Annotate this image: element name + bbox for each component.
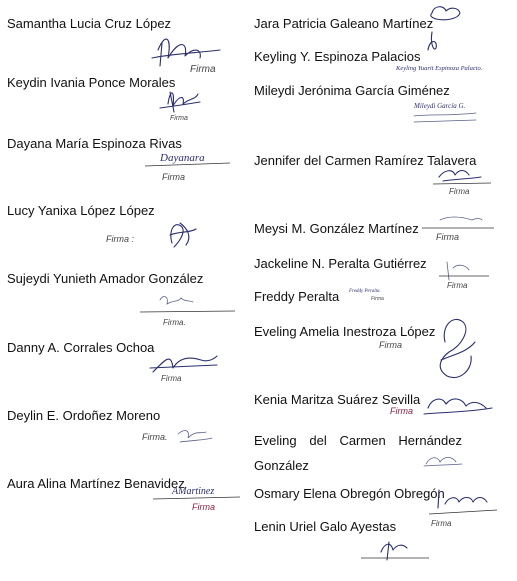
signatory-name: Freddy Peralta — [254, 289, 340, 304]
signatory-name: Lenin Uriel Galo Ayestas — [254, 519, 397, 534]
signature-image — [390, 28, 505, 76]
signatory-name: Eveling del Carmen Hernández González — [254, 433, 462, 473]
signature-image — [425, 163, 495, 199]
signature-image — [140, 28, 235, 78]
signature-label: Firma — [390, 406, 413, 416]
signature-handwriting: Dayanara — [160, 152, 205, 164]
signature-image — [345, 284, 425, 304]
signature-handwriting: Freddy Peralta. — [349, 289, 381, 294]
signature-image — [140, 424, 230, 448]
signatory-name: Osmary Elena Obregón Obregón — [254, 486, 445, 501]
signature-image — [410, 96, 485, 126]
signature-label: Firma — [379, 340, 402, 350]
signature-label: Firma : — [106, 234, 134, 244]
signature-handwriting: Mileydi García G. — [414, 102, 466, 110]
signature-handwriting: Keyling Yuarit Espinoza Palacio. — [396, 65, 483, 72]
signature-image — [150, 482, 242, 516]
signature-label: Firma — [436, 232, 459, 242]
signature-label: Firma — [447, 281, 468, 290]
signatory-name: Sujeydi Yunieth Amador González — [7, 271, 204, 286]
signature-image — [435, 258, 493, 294]
signatory-name: Kenia Maritza Suárez Sevilla — [254, 392, 421, 407]
signature-label: Firma — [170, 115, 188, 122]
signature-image — [135, 290, 235, 330]
signature-label: Firma — [449, 187, 470, 196]
signatory-name: Keydin Ivania Ponce Morales — [7, 75, 176, 90]
signature-image — [140, 84, 210, 124]
signature-label: Firma. — [163, 318, 186, 327]
signature-label: Firma — [162, 172, 185, 182]
signatory-name: Danny A. Corrales Ochoa — [7, 340, 155, 355]
signatory-name: Dayana María Espinoza Rivas — [7, 136, 182, 151]
signature-image — [422, 3, 467, 27]
signatory-name: Samantha Lucia Cruz López — [7, 16, 172, 31]
signature-label: Firma — [161, 374, 182, 382]
signature-handwriting: AMartinez — [172, 486, 215, 497]
signature-image — [145, 350, 225, 382]
signatory-name: Jara Patricia Galeano Martínez — [254, 16, 434, 31]
signatory-name: Deylin E. Ordoñez Moreno — [7, 408, 161, 423]
signature-label: Firma — [190, 64, 216, 75]
signature-image — [375, 312, 485, 386]
signature-label: Firma. — [142, 432, 168, 442]
signature-image — [355, 538, 435, 570]
signature-image — [388, 390, 498, 426]
signatory-name: Mileydi Jerónima García Giménez — [254, 83, 450, 98]
signature-label: Firma — [192, 502, 215, 512]
signatory-name: Jennifer del Carmen Ramírez Talavera — [254, 153, 477, 168]
signature-label: Firma — [431, 519, 452, 528]
signature-label: Firma — [371, 296, 384, 302]
signatory-name: Aura Alina Martínez Benavidez — [7, 476, 185, 491]
signatory-name: Lucy Yanixa López López — [7, 203, 155, 218]
signatory-name: Eveling Amelia Inestroza López — [254, 324, 436, 339]
signatory-name: Meysi M. González Martínez — [254, 221, 419, 236]
signature-image — [425, 486, 503, 530]
signature-image — [418, 212, 498, 244]
signatory-name: Keyling Y. Espinoza Palacios — [254, 49, 421, 64]
signature-image — [140, 145, 235, 187]
signatory-name: Jackeline N. Peralta Gutiérrez — [254, 256, 427, 271]
signature-image — [420, 450, 468, 472]
signature-image — [100, 215, 210, 255]
